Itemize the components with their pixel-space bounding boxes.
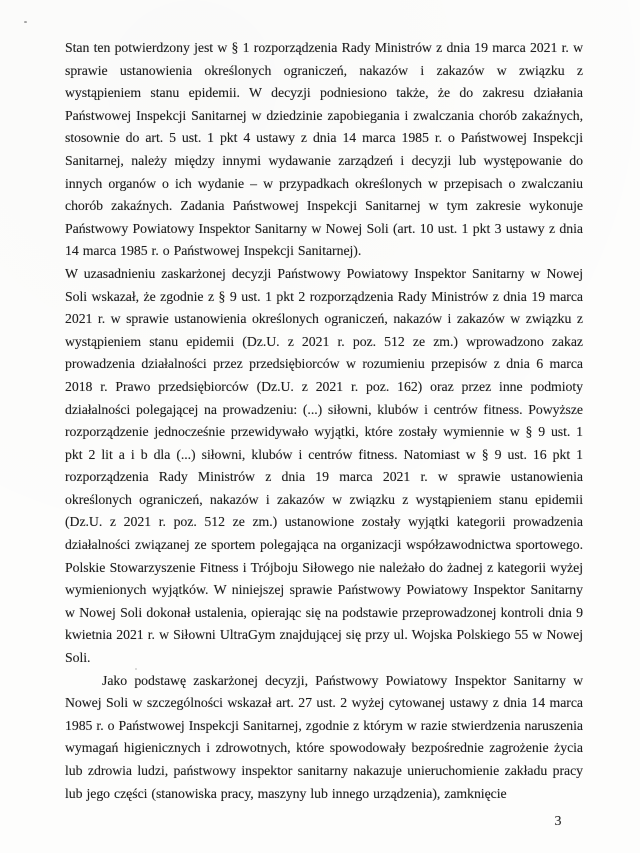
body-paragraph-2: W uzasadnieniu zaskarżonej decyzji Państwowy Powiatowy Inspektor Sanitarny w Nowej Soli wskazał, że zgodnie z § 9 ust. 1 pkt 2 rozporządzenia Rady Ministrów z dnia 19 marca 2021 r. w sprawie ustanowienia określonych ograniczeń, nakazów i zakazów w związku z wystąpieniem stanu epidemii (Dz.U. z 2021 r. poz. 512 ze zm.) wprowadzono zakaz prowadzenia działalności przez przedsiębiorców w rozumieniu przepisów z dnia 6 marca 2018 r. Prawo przedsiębiorców (Dz.U. z 2021 r. poz. 162) oraz przez inne podmioty działalności polegającej na prowadzeniu: (...) siłowni, klubów i centrów fitness. Powyższe rozporządzenie jednocześnie przewidywało wyjątki, które zostały wymiennie w § 9 ust. 1 pkt 2 lit a i b dla (...) siłowni, klubów i centrów fitness. Natomiast w § 9 ust. 16 pkt 1 rozporządzenia Rady Ministrów z dnia 19 marca 2021 r. w sprawie ustanowienia określonych ograniczeń, nakazów i zakazów w związku z wystąpieniem stanu epidemii (Dz.U. z 2021 r. poz. 512 ze zm.) ustanowione zostały wyjątki kategorii prowadzenia działalności związanej ze sportem polegająca na organizacji współzawodnictwa sportowego. Polskie Stowarzyszenie Fitness i Trójboju Siłowego nie należało do żadnej z kategorii wyżej wymienionych wyjątków. W niniejszej sprawie Państwowy Powiatowy Inspektor Sanitarny w Nowej Soli dokonał ustalenia, opierając się na podstawie przeprowadzonej kontroli dnia 9 kwietnia 2021 r. w Siłowni UltraGym znajdującej się przy ul. Wojska Polskiego 55 w Nowej Soli.: [65, 265, 583, 666]
body-paragraph-3: Jako podstawę zaskarżonej decyzji, Państwowy Powiatowy Inspektor Sanitarny w Nowej Soli w szczególności wskazał art. 27 ust. 2 wyżej cytowanej ustawy z dnia 14 marca 1985 r. o Państwowej Inspekcji Sanitarnej, zgodnie z którym w razie stwierdzenia naruszenia wymagań higienicznych i zdrowotnych, które spowodowały bezpośrednie zagrożenie życia lub zdrowia ludzi, państwowy inspektor sanitarny nakazuje unieruchomienie zakładu pracy lub jego części (stanowiska pracy, maszyny lub innego urządzenia), zamknięcie: [65, 672, 583, 801]
body-paragraph-1: Stan ten potwierdzony jest w § 1 rozporządzenia Rady Ministrów z dnia 19 marca 2021 r. w sprawie ustanowienia określonych ograniczeń, nakazów i zakazów w związku z wystąpieniem stanu epidemii. W decyzji podniesiono także, że do zakresu działania Państwowej Inspekcji Sanitarnej w dziedzinie zapobiegania i zwalczania chorób zakaźnych, stosownie do art. 5 ust. 1 pkt 4 ustawy z dnia 14 marca 1985 r. o Państwowej Inspekcji Sanitarnej, należy między innymi wydawanie zarządzeń i decyzji lub występowanie do innych organów o ich wydanie – w przypadkach określonych w przepisach o zwalczaniu chorób zakaźnych. Zadania Państwowej Inspekcji Sanitarnej w tym zakresie wykonuje Państwowy Powiatowy Inspektor Sanitarny w Nowej Soli (art. 10 ust. 1 pkt 3 ustawy z dnia 14 marca 1985 r. o Państwowej Inspekcji Sanitarnej).: [65, 40, 583, 259]
document-body: [65, 37, 583, 805]
scan-artifact-speck: [24, 21, 27, 23]
page-number: 3: [554, 814, 562, 829]
